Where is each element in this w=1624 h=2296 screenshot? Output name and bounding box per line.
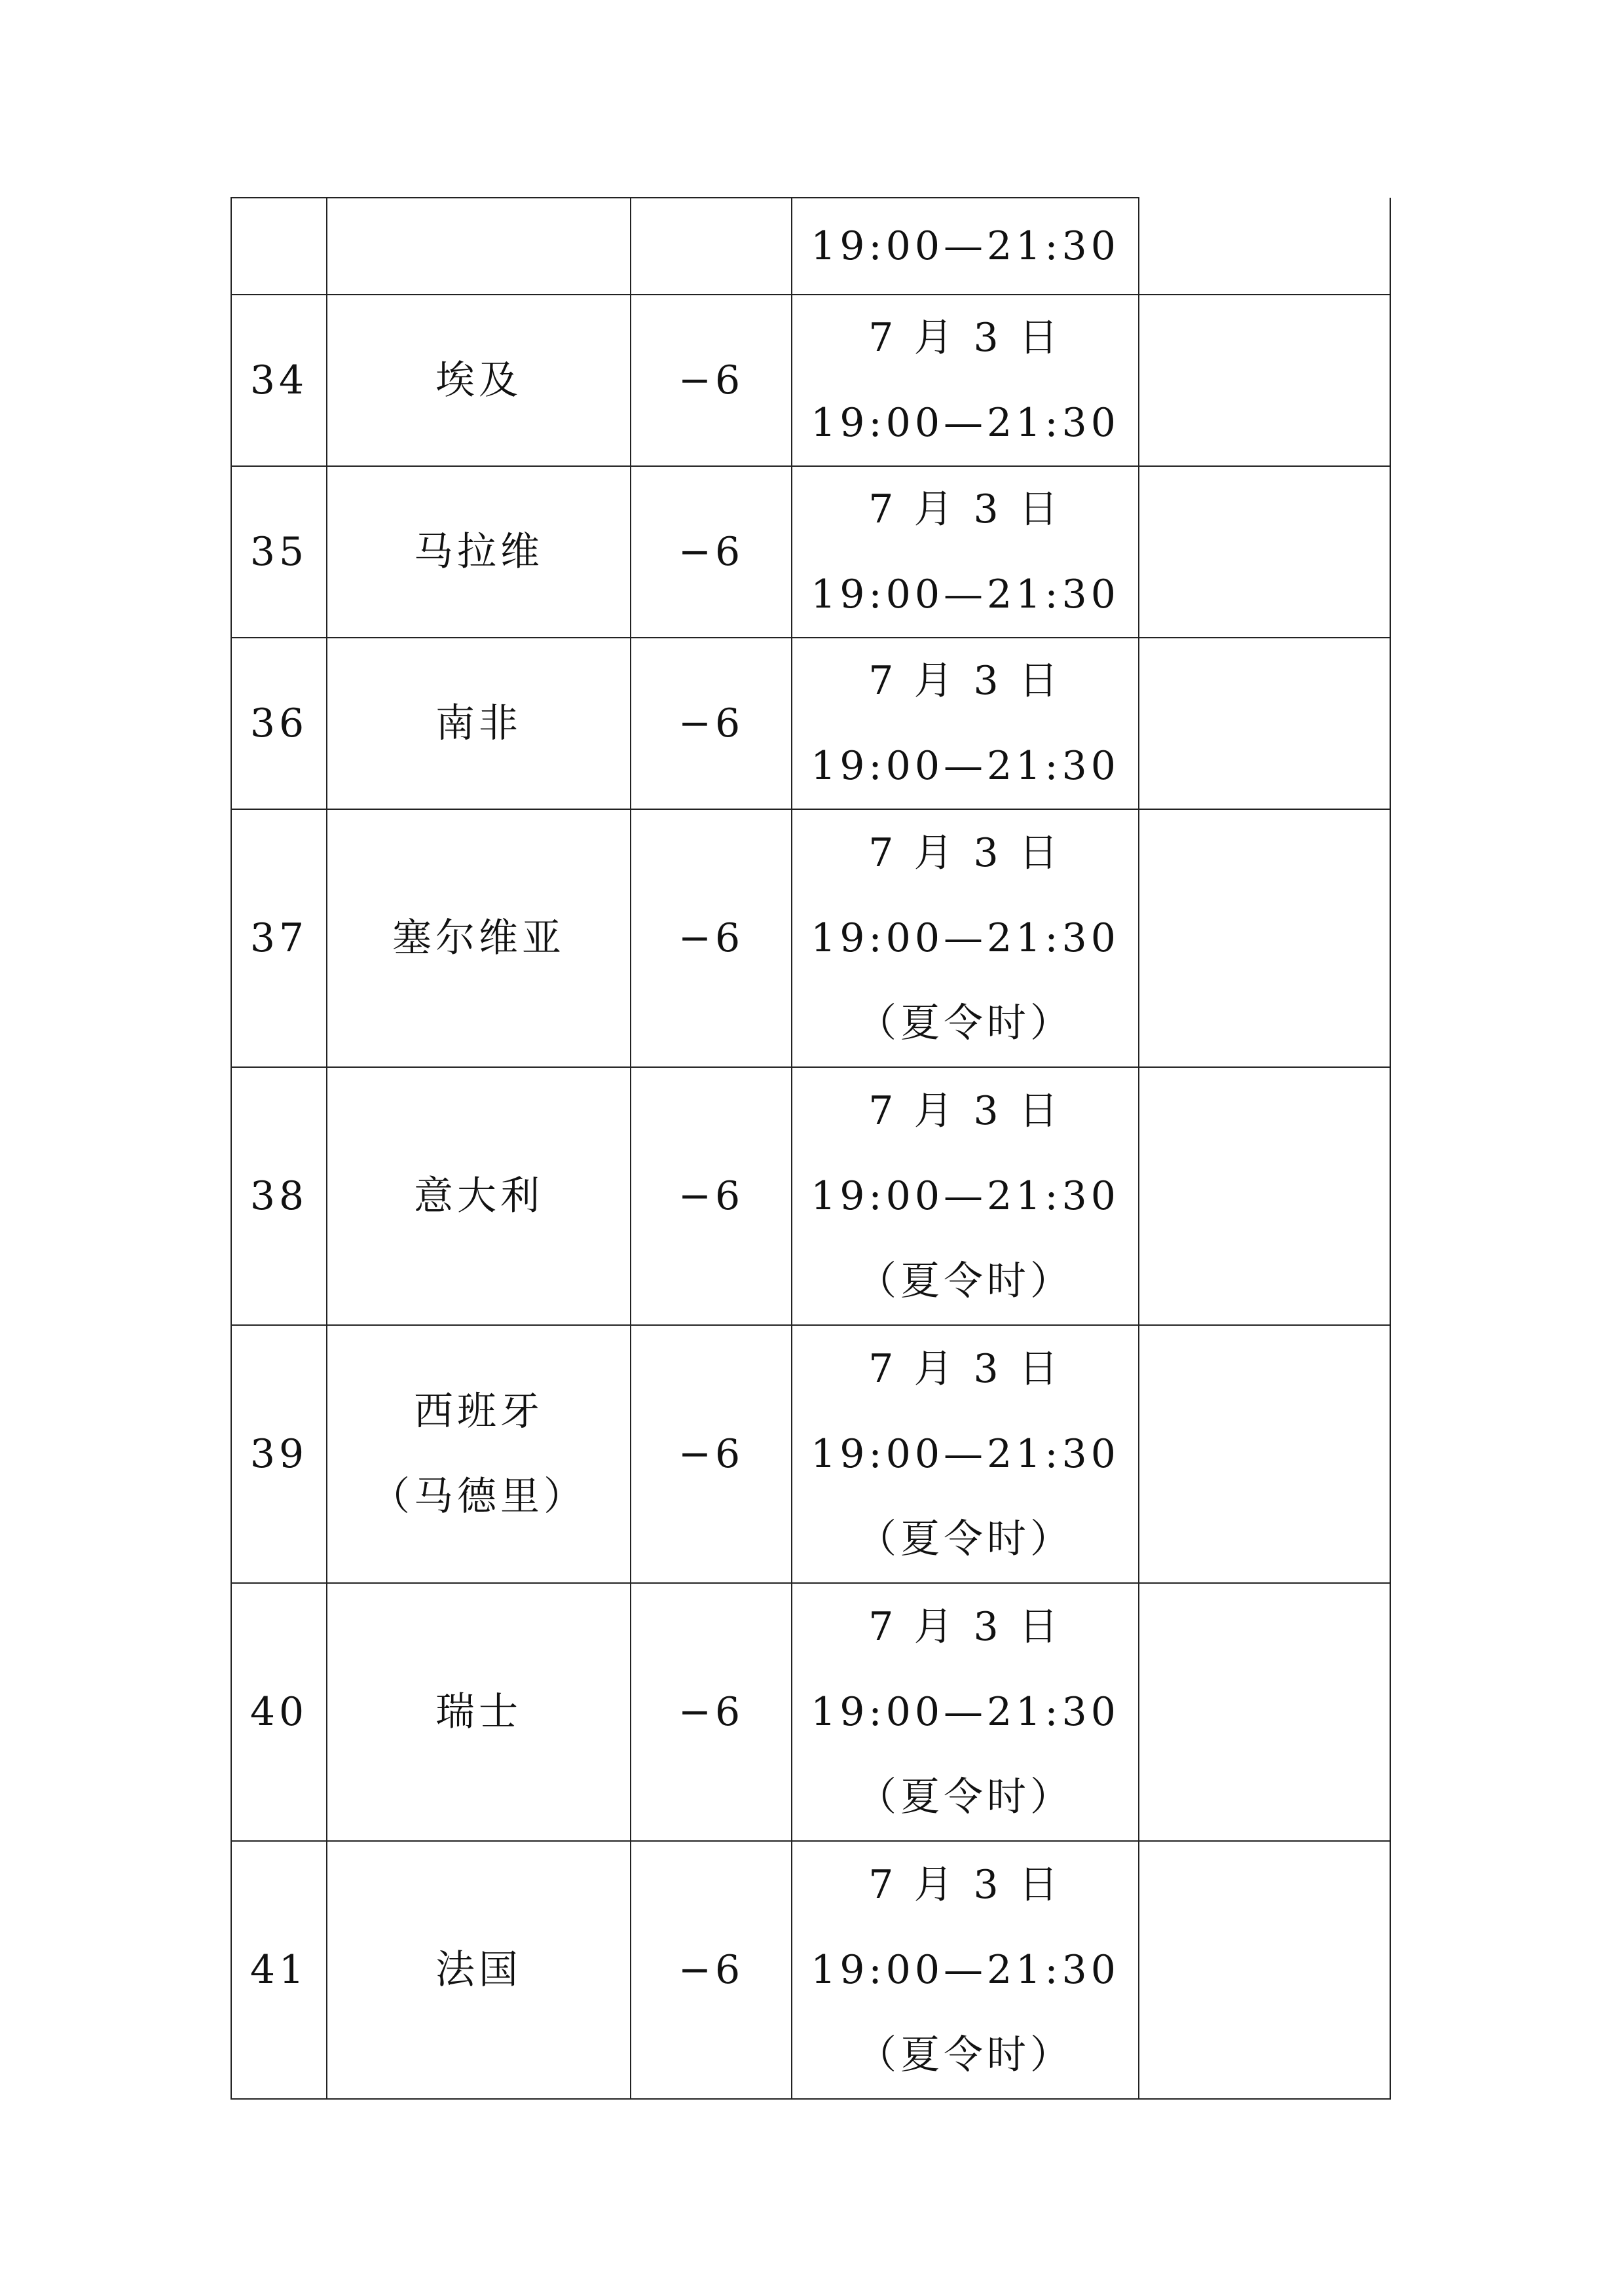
time-offset-cell — [631, 1067, 792, 1325]
table-row — [231, 466, 1390, 638]
country-name: 塞尔维亚 — [392, 915, 565, 961]
broadcast-time-cell — [792, 198, 1139, 295]
blank-cell — [1139, 809, 1390, 1067]
broadcast-time-cell — [792, 1067, 1139, 1325]
broadcast-time-line: 7 月 3 日 — [868, 830, 1062, 876]
timezone-table — [231, 197, 1391, 2100]
broadcast-time-line: 19:00—21:30 — [811, 915, 1120, 961]
row-number: 35 — [249, 529, 308, 575]
broadcast-time-cell — [792, 1325, 1139, 1583]
row-number: 40 — [249, 1689, 308, 1735]
country-cell — [327, 809, 631, 1067]
broadcast-time-line: （夏令时） — [857, 1258, 1073, 1304]
broadcast-time-line: 19:00—21:30 — [811, 1173, 1120, 1219]
row-number-cell — [231, 295, 327, 466]
country-cell — [327, 198, 631, 295]
row-number: 38 — [249, 1173, 308, 1219]
broadcast-time-line: 19:00—21:30 — [811, 572, 1120, 617]
time-offset: −6 — [678, 1689, 745, 1735]
table-body — [231, 198, 1390, 2099]
table-row — [231, 1583, 1390, 1841]
broadcast-time-line: 7 月 3 日 — [868, 1862, 1062, 1908]
row-number: 36 — [249, 701, 308, 746]
time-offset: −6 — [678, 1431, 745, 1477]
row-number-cell — [231, 809, 327, 1067]
time-offset: −6 — [678, 529, 745, 575]
broadcast-time-line: 7 月 3 日 — [868, 1346, 1062, 1392]
broadcast-time-line: （夏令时） — [857, 1774, 1073, 1820]
broadcast-time-line: 19:00—21:30 — [811, 223, 1120, 269]
time-offset-cell — [631, 1841, 792, 2099]
broadcast-time-line: （夏令时） — [857, 1000, 1073, 1046]
blank-cell — [1139, 1841, 1390, 2099]
time-offset-cell — [631, 198, 792, 295]
blank-cell — [1139, 198, 1390, 295]
table-row — [231, 1325, 1390, 1583]
country-name: 意大利 — [414, 1173, 544, 1219]
row-number-cell — [231, 466, 327, 638]
table-row — [231, 1067, 1390, 1325]
broadcast-time-line: 7 月 3 日 — [868, 658, 1062, 704]
broadcast-time-line: 7 月 3 日 — [868, 1604, 1062, 1650]
row-number-cell — [231, 638, 327, 809]
time-offset-cell — [631, 1325, 792, 1583]
broadcast-time-line: 19:00—21:30 — [811, 1431, 1120, 1477]
row-number: 39 — [249, 1431, 308, 1477]
row-number: 41 — [249, 1947, 308, 1993]
country-name: 西班牙 — [414, 1389, 544, 1434]
country-cell — [327, 295, 631, 466]
broadcast-time-line: （夏令时） — [857, 1516, 1073, 1562]
broadcast-time-line: 19:00—21:30 — [811, 743, 1120, 789]
broadcast-time-line: 7 月 3 日 — [868, 486, 1062, 532]
broadcast-time-cell — [792, 1583, 1139, 1841]
broadcast-time-cell — [792, 295, 1139, 466]
table-row — [231, 295, 1390, 466]
blank-cell — [1139, 466, 1390, 638]
table-row — [231, 198, 1390, 295]
table-row — [231, 638, 1390, 809]
broadcast-time-cell — [792, 809, 1139, 1067]
time-offset-cell — [631, 295, 792, 466]
broadcast-time-cell — [792, 638, 1139, 809]
broadcast-time-line: 19:00—21:30 — [811, 400, 1120, 446]
time-offset: −6 — [678, 1173, 745, 1219]
time-offset: −6 — [678, 1947, 745, 1993]
broadcast-time-cell — [792, 466, 1139, 638]
time-offset: −6 — [678, 915, 745, 961]
table-row — [231, 1841, 1390, 2099]
row-number-cell — [231, 198, 327, 295]
time-offset-cell — [631, 466, 792, 638]
country-name: 马拉维 — [414, 529, 544, 575]
row-number: 37 — [249, 915, 308, 961]
broadcast-time-line: 7 月 3 日 — [868, 315, 1062, 361]
broadcast-time-line: （夏令时） — [857, 2032, 1073, 2078]
broadcast-time-line: 19:00—21:30 — [811, 1947, 1120, 1993]
row-number: 34 — [249, 357, 308, 403]
country-cell — [327, 638, 631, 809]
blank-cell — [1139, 1325, 1390, 1583]
country-name: 埃及 — [435, 357, 522, 403]
broadcast-time-cell — [792, 1841, 1139, 2099]
time-offset-cell — [631, 809, 792, 1067]
time-offset: −6 — [678, 701, 745, 746]
country-cell — [327, 1325, 631, 1583]
row-number-cell — [231, 1325, 327, 1583]
blank-cell — [1139, 295, 1390, 466]
table-row — [231, 809, 1390, 1067]
row-number-cell — [231, 1841, 327, 2099]
time-offset: −6 — [678, 357, 745, 403]
row-number-cell — [231, 1583, 327, 1841]
blank-cell — [1139, 638, 1390, 809]
country-name: 南非 — [435, 701, 522, 746]
country-cell — [327, 1841, 631, 2099]
time-offset-cell — [631, 638, 792, 809]
country-cell — [327, 1067, 631, 1325]
row-number-cell — [231, 1067, 327, 1325]
country-cell — [327, 1583, 631, 1841]
time-offset-cell — [631, 1583, 792, 1841]
country-name: 法国 — [435, 1947, 522, 1993]
blank-cell — [1139, 1067, 1390, 1325]
broadcast-time-line: 19:00—21:30 — [811, 1689, 1120, 1735]
blank-cell — [1139, 1583, 1390, 1841]
country-name: （马德里） — [371, 1474, 587, 1520]
country-name: 瑞士 — [435, 1689, 522, 1735]
broadcast-time-line: 7 月 3 日 — [868, 1088, 1062, 1134]
country-cell — [327, 466, 631, 638]
